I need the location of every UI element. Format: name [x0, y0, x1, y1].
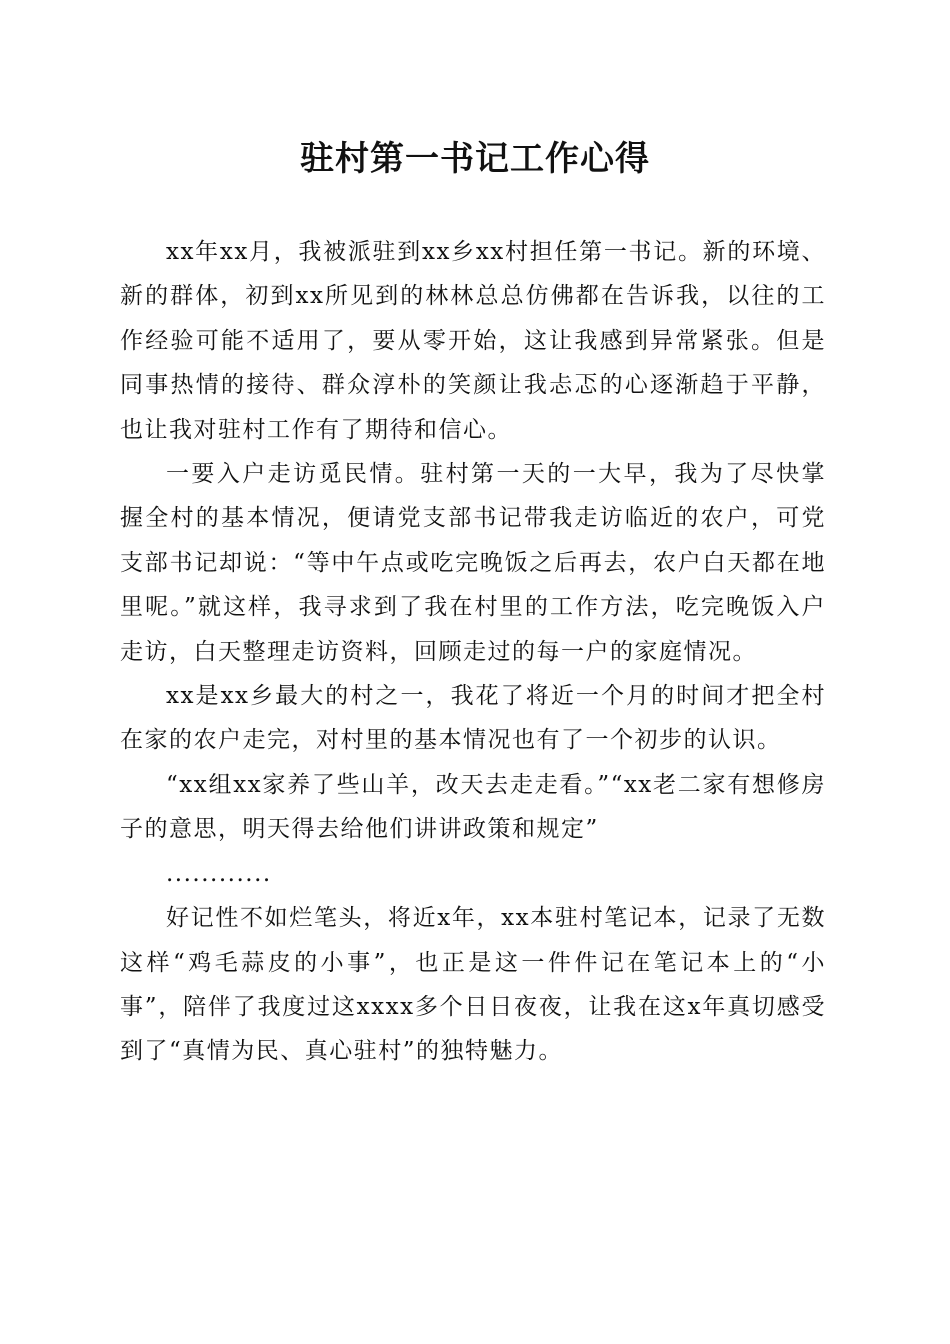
paragraph-ellipsis: ............ [166, 860, 272, 887]
document-body [120, 230, 826, 1074]
document-title: 驻村第一书记工作心得 [300, 139, 650, 179]
paragraph-intro: xx年xx月，我被派驻到xx乡xx村担任第一书记。新的环境、新的群体，初到xx所见到的林林总总仿佛都在告诉我，以往的工作经验可能不适用了，要从零开始，这让我感到异常紧张。但是同事热情的接待、群众淳朴的笑颜让我忐忑的心逐渐趋于平静，也让我对驻村工作有了期待和信心。 [120, 239, 826, 443]
paragraph-quotes: “xx组xx家养了些山羊，改天去走走看。”“xx老二家有想修房子的意思，明天得去给他们讲讲政策和规定” [120, 771, 826, 843]
paragraph-village: xx是xx乡最大的村之一，我花了将近一个月的时间才把全村在家的农户走完，对村里的基本情况也有了一个初步的认识。 [120, 683, 826, 754]
paragraph-conclusion: 好记性不如烂笔头，将近x年，xx本驻村笔记本，记录了无数这样“鸡毛蒜皮的小事”，也正是这一件件记在笔记本上的“小事”，陪伴了我度过这xxxx多个日日夜夜，让我在这x年真切感受到了“真情为民、真心驻村”的独特魅力。 [120, 905, 826, 1065]
paragraph-visits: 一要入户走访觅民情。驻村第一天的一大早，我为了尽快掌握全村的基本情况，便请党支部书记带我走访临近的农户，可党支部书记却说：“等中午点或吃完晚饭之后再去，农户白天都在地里呢。”就这样，我寻求到了我在村里的工作方法，吃完晚饭入户走访，白天整理走访资料，回顾走过的每一户的家庭情况。 [120, 461, 826, 665]
